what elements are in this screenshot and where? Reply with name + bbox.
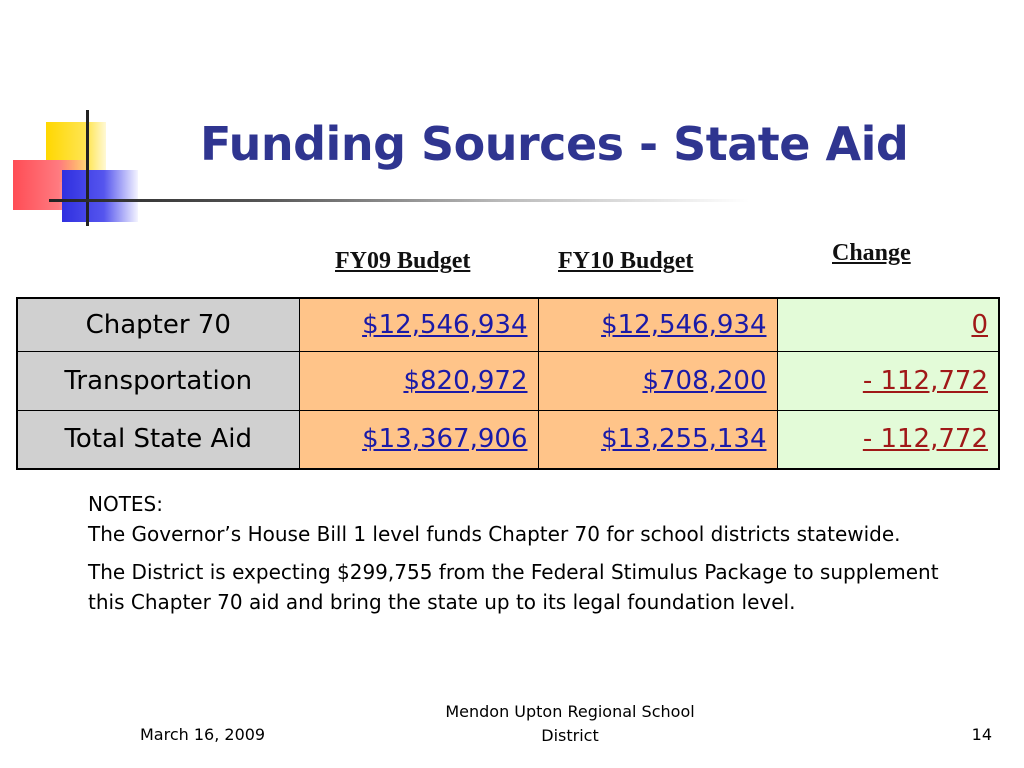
fy09-value-link[interactable]: $12,546,934 (299, 298, 538, 351)
logo-blue-square (62, 170, 138, 222)
fy10-value-link[interactable]: $12,546,934 (538, 298, 777, 351)
footer-org-line-1: Mendon Upton Regional School (445, 702, 695, 721)
column-header-change: Change (832, 240, 911, 266)
logo-vertical-line (86, 110, 89, 226)
state-aid-table (16, 297, 1000, 470)
column-header-fy10: FY10 Budget (558, 248, 694, 274)
footer-organization (420, 700, 720, 748)
footer-date: March 16, 2009 (140, 725, 266, 744)
slide-title: Funding Sources - State Aid (200, 117, 909, 171)
row-label: Chapter 70 (17, 298, 299, 351)
fy09-value-link[interactable]: $13,367,906 (299, 410, 538, 469)
notes-heading: NOTES: (88, 492, 163, 516)
column-header-fy09: FY09 Budget (335, 248, 471, 274)
title-underline-divider (49, 199, 749, 202)
row-label: Total State Aid (17, 410, 299, 469)
change-value-link[interactable]: 0 (777, 298, 999, 351)
notes-paragraph-1: The Governor’s House Bill 1 level funds Chapter 70 for school districts statewide. (88, 522, 901, 546)
change-value-link[interactable]: - 112,772 (777, 351, 999, 410)
footer-page-number: 14 (971, 725, 992, 744)
fy10-value-link[interactable]: $13,255,134 (538, 410, 777, 469)
change-value-link[interactable]: - 112,772 (777, 410, 999, 469)
notes-section (88, 489, 948, 625)
table-row (17, 351, 999, 410)
row-label: Transportation (17, 351, 299, 410)
fy10-value-link[interactable]: $708,200 (538, 351, 777, 410)
notes-paragraph-2: The District is expecting $299,755 from the Federal Stimulus Package to supplement this Chapter 70 aid and bring the state up to its legal foundation level. (88, 560, 939, 614)
footer-org-line-2: District (541, 726, 599, 745)
table-row (17, 298, 999, 351)
fy09-value-link[interactable]: $820,972 (299, 351, 538, 410)
table-row (17, 410, 999, 469)
